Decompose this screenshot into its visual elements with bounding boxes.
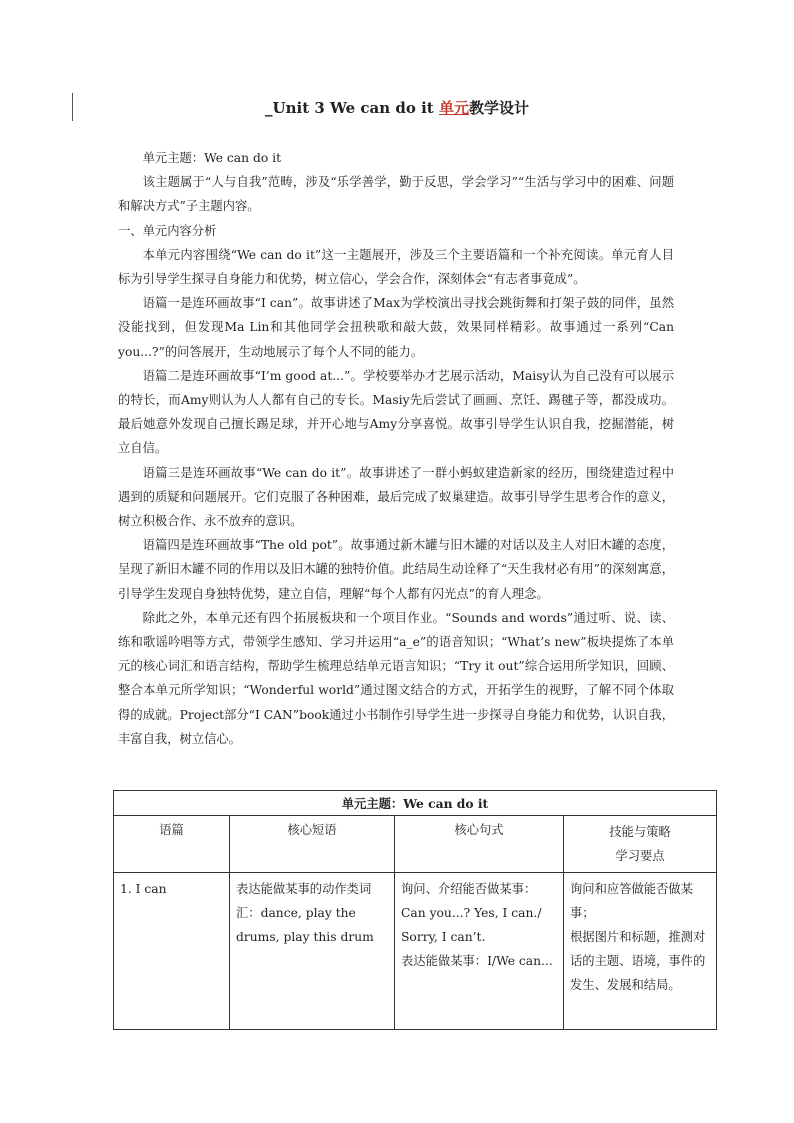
table-header: 核心短语 (230, 816, 395, 873)
document-title (0, 97, 794, 118)
unit-table (113, 790, 717, 1030)
table-header: 技能与策略 学习要点 (564, 816, 717, 873)
title-suffix: 教学设计 (468, 99, 529, 117)
table-caption: 单元主题：We can do it (114, 791, 717, 816)
table-header: 语篇 (114, 816, 230, 873)
body-paragraph: 本单元内容围绕“We can do it”这一主题展开，涉及三个主要语篇和一个补充阅读。单元育人目标为引导学生探寻自身能力和优势，树立信心，学会合作，深刻体会“有志者事竟成”。 (118, 247, 674, 287)
table-cell: 表达能做某事的动作类词汇：dance, play the drums, play this drum (230, 873, 395, 1030)
unit-theme: 单元主题：We can do it (142, 151, 282, 165)
table-cell: 询问和应答做能否做某事； 根据图片和标题，推测对话的主题、语境，事件的发生、发展和结局。 (564, 873, 717, 1030)
table-cell: 1. I can (114, 873, 230, 1030)
title-underlined: 单元 (438, 99, 469, 117)
theme-description: 该主题属于“人与自我”范畴，涉及“乐学善学，勤于反思，学会学习”“生活与学习中的困难、问题和解决方式”子主题内容。 (118, 175, 674, 214)
body-paragraph: 语篇四是连环画故事“The old pot”。故事通过新木罐与旧木罐的对话以及主人对旧木罐的态度，呈现了新旧木罐不同的作用以及旧木罐的独特价值。此结局生动诠释了“天生我材必有用”的深刻寓意，引导学生发现自身独特优势，建立自信，理解“每个人都有闪光点”的育人理念。 (118, 538, 674, 601)
table-header: 核心句式 (395, 816, 564, 873)
section-heading: 一、单元内容分析 (118, 223, 217, 238)
document-body (118, 146, 674, 751)
table-cell: 询问、介绍能否做某事： Can you...? Yes, I can./ Sorry, I can’t. 表达能做某事：I/We can... (395, 873, 564, 1030)
body-paragraph: 除此之外，本单元还有四个拓展板块和一个项目作业。“Sounds and words”通过听、说、读、练和歌谣吟唱等方式，带领学生感知、学习并运用“a_e”的语音知识；“What’s new”板块提炼了本单元的核心词汇和语言结构，帮助学生梳理总结单元语言知识；“Try it out”综合运用所学知识，回顾、整合本单元所学知识；“Wonderful world”通过图文结合的方式，开拓学生的视野，了解不同个体取得的成就。Project部分“I CAN”book通过小书制作引导学生进一步探寻自身能力和优势，认识自我，丰富自我，树立信心。 (118, 610, 674, 746)
body-paragraph: 语篇二是连环画故事“I’m good at...”。学校要举办才艺展示活动，Maisy认为自己没有可以展示的特长，而Amy则认为人人都有自己的专长。Masiy先后尝试了画画、烹饪、踢毽子等，都没成功。最后她意外发现自己擅长踢足球，并开心地与Amy分享喜悦。故事引导学生认识自我，挖掘潜能，树立自信。 (118, 368, 674, 456)
title-prefix: _Unit 3 We can do it (265, 99, 439, 117)
body-paragraph: 语篇三是连环画故事“We can do it”。故事讲述了一群小蚂蚁建造新家的经历，围绕建造过程中遇到的质疑和问题展开。它们克服了各种困难，最后完成了蚁巢建造。故事引导学生思考合作的意义，树立积极合作、永不放弃的意识。 (118, 465, 674, 529)
body-paragraph: 语篇一是连环画故事“I can”。故事讲述了Max为学校演出寻找会跳街舞和打架子鼓的同伴，虽然没能找到，但发现Ma Lin和其他同学会扭秧歌和敲大鼓，效果同样精彩。故事通过一系列“Can you...?”的问答展开，生动地展示了每个人不同的能力。 (118, 296, 674, 359)
